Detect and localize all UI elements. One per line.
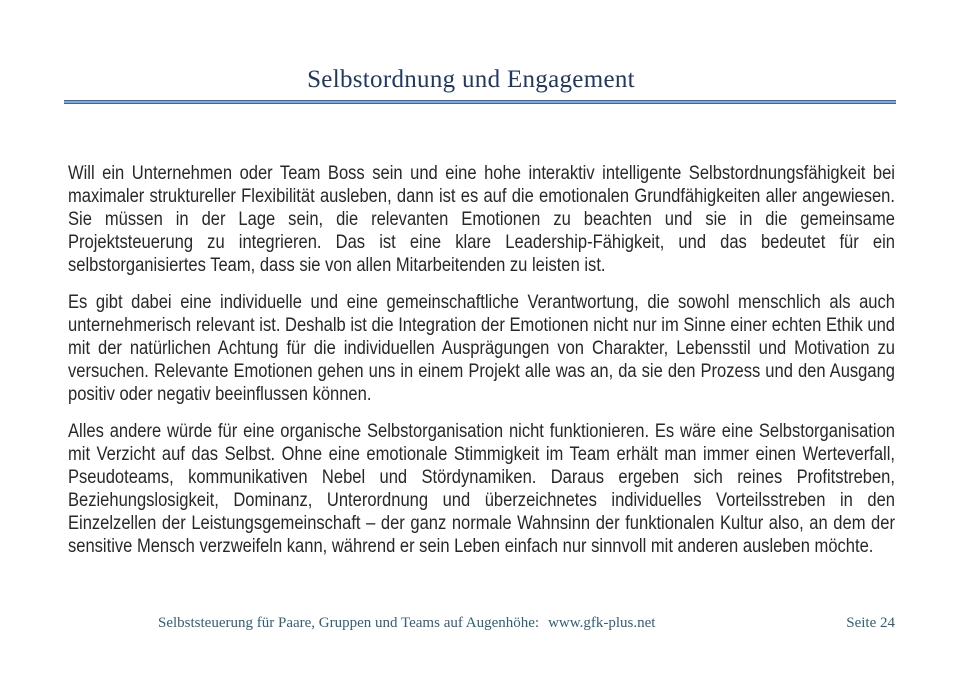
footer-website-link[interactable]: www.gfk-plus.net (548, 615, 656, 631)
paragraph-3: Alles andere würde für eine organische Selbstorganisation nicht funktionieren. Es wäre eine Selbstorganisation mit Verzicht auf das Selbst. Ohne eine emotionale Stimmigkeit im Team erhält man immer einen Werteverfall, Pseudoteams, kommunikativen Nebel und Stördynamiken. Daraus ergeben sich reines Profitstreben, Beziehungslosigkeit, Dominanz, Unterordnung und überzeichnetes individuelles Vorteilsstreben in den Einzelzellen der Leistungsgemeinschaft – der ganz normale Wahnsinn der funktionalen Kultur also, an dem der sensitive Mensch verzweifeln kann, während er sein Leben einfach nur sinnvoll mit anderen ausleben möchte. (68, 421, 895, 557)
footer-caption (158, 612, 655, 634)
page-number: Seite 24 (846, 615, 895, 631)
paragraph-1: Will ein Unternehmen oder Team Boss sein und eine hohe interaktiv intelligente Selbstordnungsfähigkeit bei maximaler struktureller Flexibilität ausleben, dann ist es auf die emotionalen Grundfähigkeiten aller angewiesen. Sie müssen in der Lage sein, die relevanten Emotionen zu beachten und sie in die gemeinsame Projektsteuerung zu integrieren. Das ist eine klare Leadership-Fähigkeit, und das bedeutet für ein selbstorganisiertes Team, dass sie von allen Mitarbeitenden zu leisten ist. (68, 163, 895, 276)
body-text (68, 162, 895, 572)
page-title: Selbstordnung und Engagement (307, 66, 635, 93)
paragraph-2: Es gibt dabei eine individuelle und eine gemeinschaftliche Verantwortung, die sowohl menschlich als auch unternehmerisch relevant ist. Deshalb ist die Integration der Emotionen nicht nur im Sinne einer echten Ethik und mit der natürlichen Achtung für die individuellen Ausprägungen von Charakter, Lebensstil und Motivation zu versuchen. Relevante Emotionen gehen uns in einem Projekt alle was an, da sie den Prozess und den Ausgang positiv oder negativ beeinflussen können. (68, 292, 895, 405)
title-divider (64, 100, 896, 104)
footer (0, 612, 960, 636)
footer-caption-text: Selbststeuerung für Paare, Gruppen und Teams auf Augenhöhe: (158, 615, 540, 631)
